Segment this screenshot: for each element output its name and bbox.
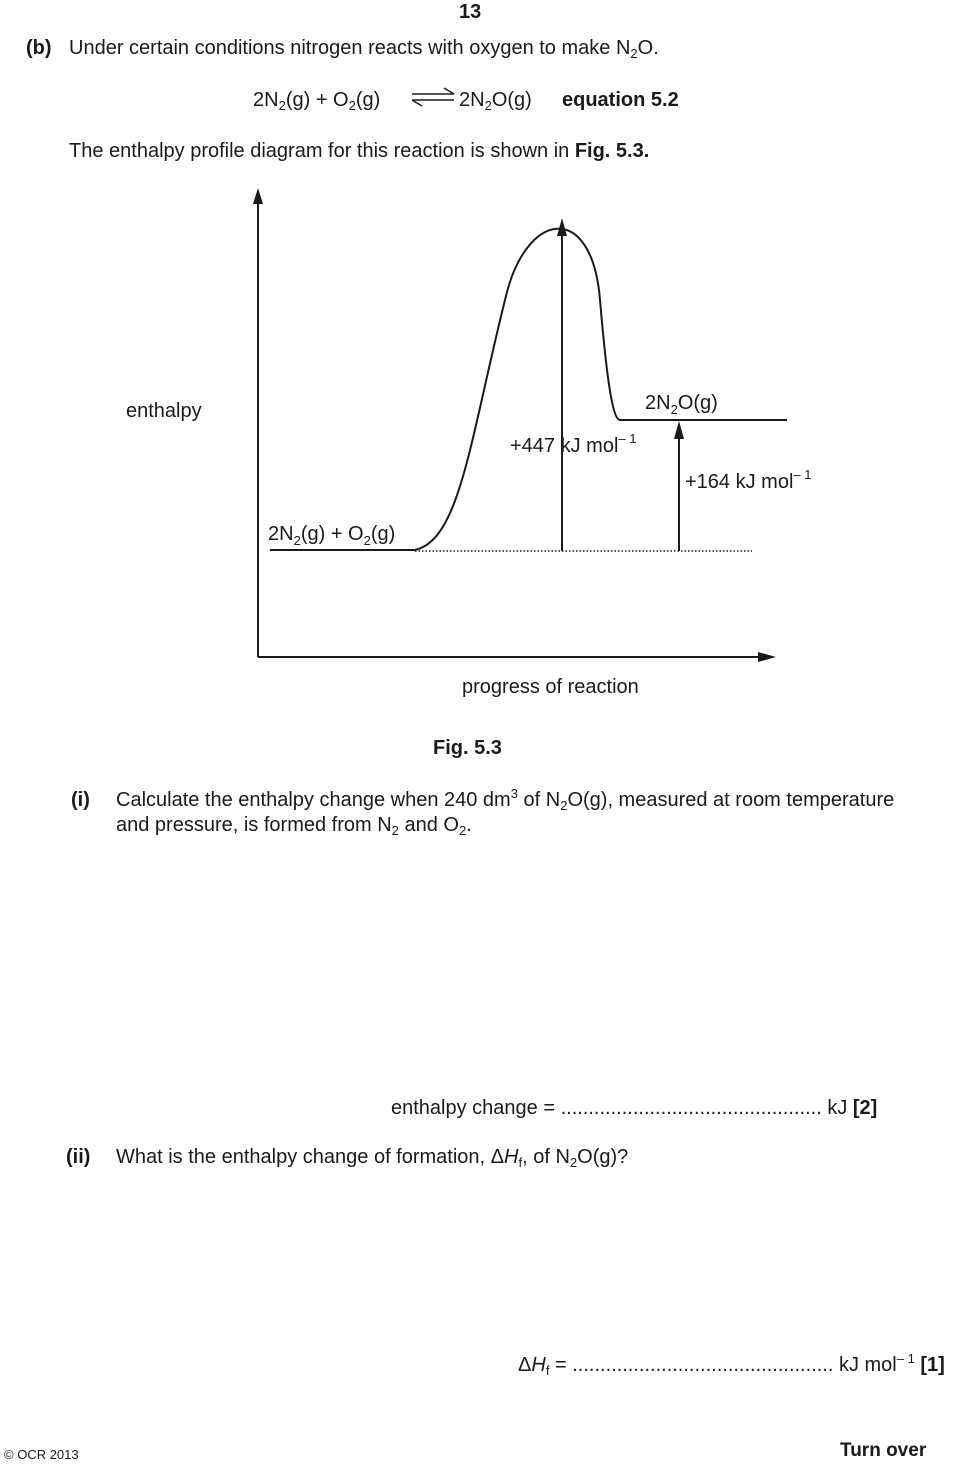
qi-l2-sub2: 2 [458,823,467,838]
qi-sub: 2 [560,798,568,813]
part-b-intro [69,36,659,60]
qi-text-c: O(g), measured at room temperature [567,789,895,811]
eq-rhs: 2N [459,89,485,111]
question-i-line2 [116,813,472,837]
answer-ii-unit: kJ mol [833,1354,897,1376]
turn-over-label: Turn over [840,1440,927,1461]
answer-ii-h: H [531,1354,546,1376]
qi-text-a: Calculate the enthalpy change when 240 dm [116,789,511,811]
answer-i-unit: kJ [821,1097,853,1119]
qii-text-c: O(g)? [577,1146,629,1168]
delta-h-label: +164 kJ mol$^{- 1}$ [685,467,812,493]
qii-sub-f: f [518,1155,523,1170]
question-i-line1 [116,788,894,812]
qi-sup: 3 [510,786,518,801]
answer-i-line [391,1096,877,1120]
answer-ii-line [518,1353,945,1377]
part-b-label: (b) [26,37,52,59]
qii-text-a: What is the enthalpy change of formation, Δ [116,1146,505,1168]
qii-sub-2: 2 [569,1155,578,1170]
figure-reference: Fig. 5.3 [574,140,644,162]
answer-i-label: enthalpy change = [391,1097,561,1119]
qi-text-b: of N [517,789,561,811]
qi-l2-c: . [466,814,472,836]
qii-text-b: , of N [522,1146,570,1168]
page-number: 13 [459,1,482,23]
enthalpy-profile-diagram [0,180,960,710]
equilibrium-arrow-icon [410,87,456,107]
question-ii-text [116,1145,628,1169]
profile-sentence [69,139,649,163]
products-label: $2N_2O(g)$ [645,392,718,417]
figure-caption: Fig. 5.3 [433,737,502,759]
answer-ii-sup: – 1 [896,1351,915,1366]
qi-l2-a: and pressure, is formed from N [116,814,392,836]
reactants-label: $2N_2(g) + O_2(g)$ [268,523,396,548]
eq-lhs2-after: (g) [355,89,381,111]
qi-l2-b: and O [398,814,459,836]
answer-ii-eq: = [549,1354,573,1376]
eq-lhs1-after: (g) + O [285,89,349,111]
eq-lhs1: 2N [253,89,279,111]
delta-h-arrowhead-icon [674,421,684,439]
equation-lhs [253,88,380,112]
answer-ii-field[interactable]: ............................................... [572,1354,834,1376]
equation-rhs [459,88,532,112]
eq-rhs-sub: 2 [484,98,492,113]
answer-i-field[interactable]: ............................................... [560,1097,822,1119]
qii-h: H [504,1146,519,1168]
energy-curve [415,229,787,550]
eq-rhs-after: O(g) [491,89,532,111]
activation-energy-label: +447 kJ mol$^{- 1}$ [510,431,637,457]
qi-l2-sub1: 2 [391,823,399,838]
activation-arrowhead-icon [557,218,567,236]
y-axis-label: enthalpy [126,400,202,422]
answer-i-marks: [2] [852,1097,878,1119]
y-axis-arrowhead-icon [253,188,263,204]
x-axis-label: progress of reaction [462,676,639,698]
question-i-label: (i) [71,789,90,811]
question-ii-label: (ii) [66,1146,91,1168]
profile-end: . [643,140,650,162]
copyright-notice: © OCR 2013 [4,1447,79,1462]
profile-text: The enthalpy profile diagram for this reaction is shown in [69,140,575,162]
eq-lhs1-sub: 2 [278,98,286,113]
intro-end: O. [637,37,659,59]
intro-text: Under certain conditions nitrogen reacts with oxygen to make N [69,37,631,59]
intro-sub: 2 [630,46,638,61]
equation-label: equation 5.2 [562,89,679,111]
answer-ii-marks: [1] [920,1354,945,1376]
eq-lhs2-sub: 2 [348,98,356,113]
answer-ii-delta: Δ [518,1354,532,1376]
answer-ii-sub: f [545,1363,550,1378]
x-axis-arrowhead-icon [758,652,776,662]
